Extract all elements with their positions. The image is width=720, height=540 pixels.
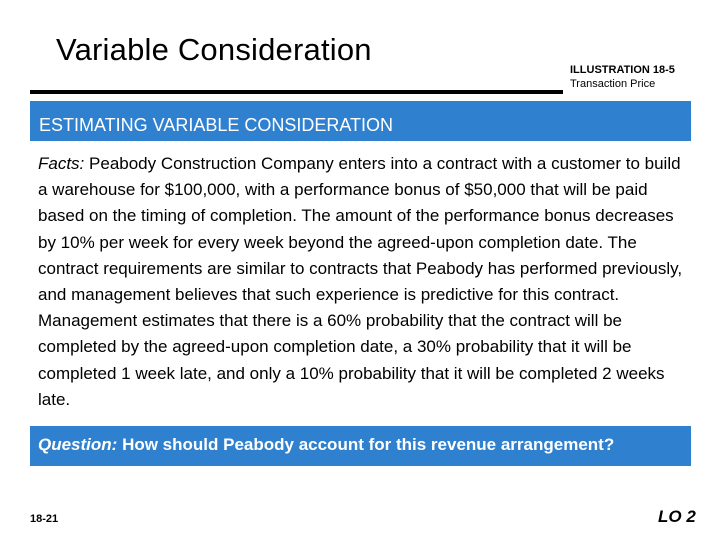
section-banner [30, 101, 691, 141]
page-number: 18-21 [30, 513, 59, 525]
banner-heading: ESTIMATING VARIABLE CONSIDERATION [39, 115, 394, 135]
facts-body: Peabody Construction Company enters into a contract with a customer to build a warehouse for $100,000, with a performance bonus of $50,000 that will be paid based on the timing of completion. The amount of the performance bonus decreases by 10% per week for every week beyond the agreed-upon completion date. The contract requirements are similar to contracts that Peabody has performed previously, and management believes that such experience is predictive for this contract. Management estimates that there is a 60% probability that the contract will be completed by the agreed-upon completion date, a 30% probability that it will be completed 1 week late, and only a 10% probability that it will be completed 2 weeks late. [38, 154, 683, 409]
illustration-subtitle: Transaction Price [570, 78, 656, 90]
title-rule [30, 90, 563, 94]
learning-objective: LO 2 [658, 507, 696, 526]
slide-title: Variable Consideration [56, 32, 372, 67]
illustration-label: ILLUSTRATION 18-5 [570, 64, 675, 76]
question-banner [30, 426, 691, 466]
facts-lead: Facts: [38, 154, 85, 173]
facts-paragraph [38, 151, 694, 413]
question-body: How should Peabody account for this revenue arrangement? [117, 435, 615, 454]
question-lead: Question: [38, 435, 118, 454]
question-text [38, 435, 614, 455]
